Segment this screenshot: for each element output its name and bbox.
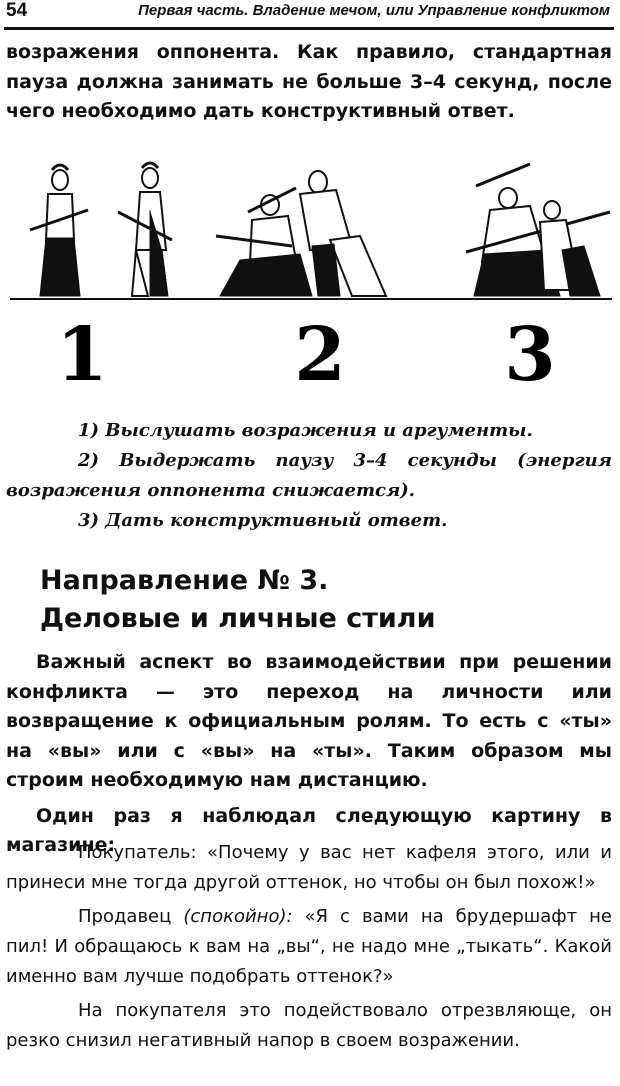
- paragraph-styles: Важный аспект во взаимодействии при решении конфликта — это переход на личности или возвращение к официальным ролям. То есть с «ты» на «вы» или с «вы» на «ты». Таким образом мы строим необходимую нам дистанцию.: [6, 651, 612, 791]
- outcome-line: На покупателя это подействовало отрезвляюще, он резко снизил негативный напор в своем возражении.: [6, 1000, 612, 1051]
- paragraph-observation: Один раз я наблюдал следующую картину в магазине:: [6, 804, 612, 856]
- header-rule: [4, 27, 614, 30]
- intro-paragraph-block: [6, 38, 612, 127]
- seller-text: «Я с вами на брудершафт не пил! И обращаюсь к вам на „вы“, не надо мне „тыкать“. Какой именно вам лучше подобрать оттенок?»: [6, 906, 612, 987]
- seller-line: [6, 902, 612, 992]
- scene-3-counter: [466, 164, 610, 296]
- running-title: Первая часть. Владение мечом, или Управление конфликтом: [138, 2, 610, 19]
- scene-2-clash: [216, 171, 386, 296]
- seller-note: (спокойно):: [183, 906, 293, 927]
- figure-captions: [6, 416, 612, 536]
- scene-1-standing-figures: [30, 163, 172, 296]
- seller-lead: Продавец: [78, 906, 184, 927]
- numeral-1: 1: [56, 312, 108, 398]
- caption-3: 3) Дать конструктивный ответ.: [78, 510, 448, 531]
- caption-1: 1) Выслушать возражения и аргументы.: [78, 420, 533, 441]
- intro-paragraph: возражения оппонента. Как правило, стандартная пауза должна занимать не больше 3–4 секунд, после чего необходимо дать конструктивный ответ.: [6, 41, 612, 122]
- buyer-line: Покупатель: «Почему у вас нет кафеля этого, или и принеси мне тогда другой оттенок, но чтобы он был похож!»: [6, 842, 612, 893]
- page-header: [0, 0, 620, 26]
- page-number: 54: [6, 0, 28, 21]
- caption-2: 2) Выдержать паузу 3–4 секунды (энергия возражения оппонента снижается).: [6, 450, 612, 501]
- shop-dialog: [6, 838, 612, 1056]
- section-heading-line-1: Направление № 3.: [40, 565, 329, 596]
- section-heading-line-2: Деловые и личные стили: [40, 603, 436, 634]
- samurai-illustration: [0, 150, 620, 400]
- numeral-2: 2: [294, 312, 346, 398]
- section-heading: [40, 562, 436, 638]
- main-text: [6, 648, 612, 861]
- numeral-3: 3: [504, 312, 556, 398]
